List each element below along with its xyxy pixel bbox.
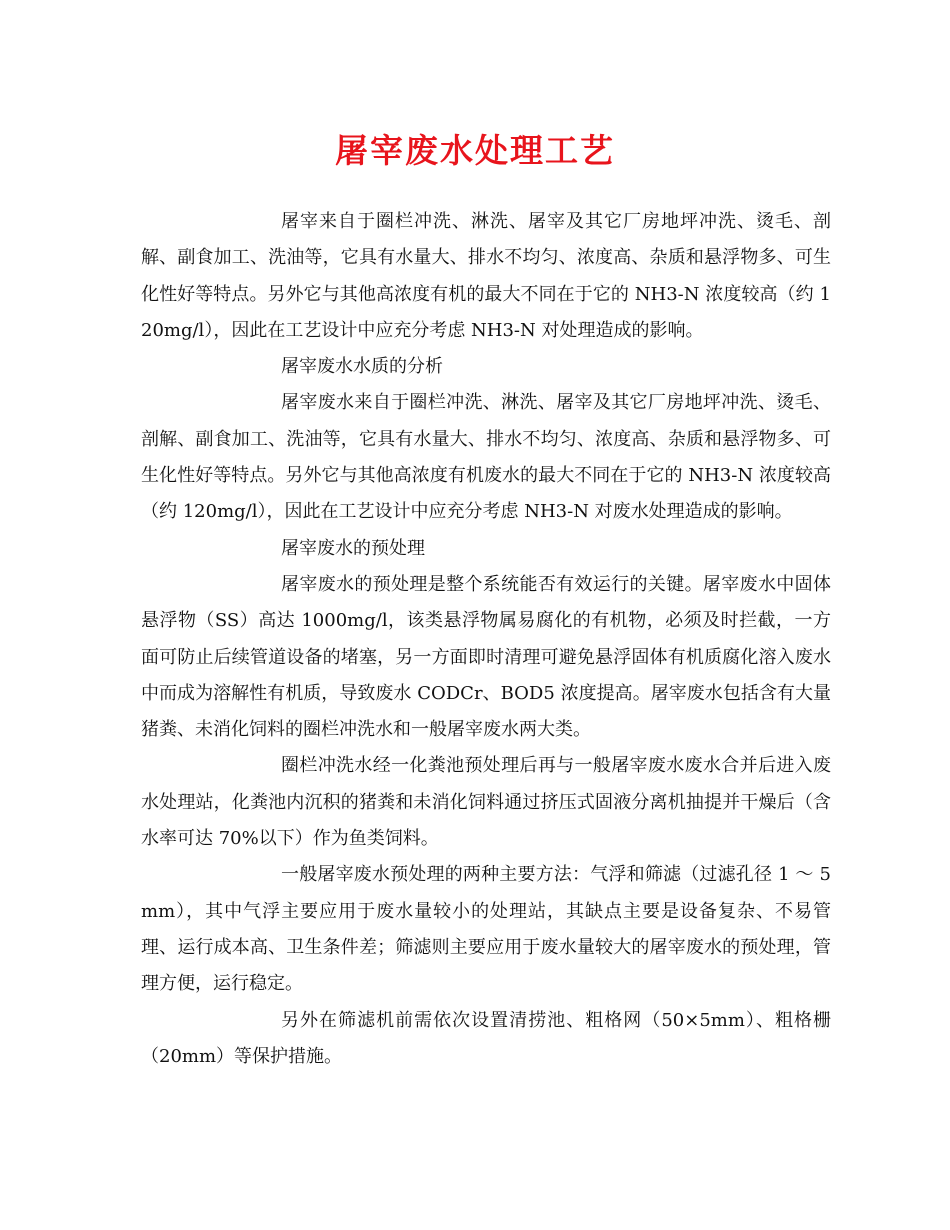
paragraph-methods: 一般屠宰废水预处理的两种主要方法：气浮和筛滤（过滤孔径 1 ～ 5 mm），其中气浮主要应用于废水量较小的处理站，其缺点主要是设备复杂、不易管理、运行成本高、卫生条件差；筛滤则主要应用于废水量较大的屠宰废水的预处理，管理方便，运行稳定。 bbox=[141, 864, 831, 995]
paragraph-intro: 屠宰来自于圈栏冲洗、淋洗、屠宰及其它厂房地坪冲洗、烫毛、剖解、副食加工、洗油等，它具有水量大、排水不均匀、浓度高、杂质和悬浮物多、可生化性好等特点。另外它与其他高浓度有机的最大不同在于它的 NH3-N 浓度较高（约 120mg/l），因此在工艺设计中应充分考虑 NH3-N 对处理造成的影响。 bbox=[141, 211, 831, 341]
section-heading-pretreatment: 屠宰废水的预处理 bbox=[281, 537, 425, 559]
paragraph-pretreatment: 屠宰废水的预处理是整个系统能否有效运行的关键。屠宰废水中固体悬浮物（SS）高达 1000mg/l，该类悬浮物属易腐化的有机物，必须及时拦截，一方面可防止后续管道设备的堵塞，另一方面即时清理可避免悬浮固体有机质腐化溶入废水中而成为溶解性有机质，导致废水 CODCr、BOD5 浓度提高。屠宰废水包括含有大量猪粪、未消化饲料的圈栏冲洗水和一般屠宰废水两大类。 bbox=[141, 573, 831, 741]
paragraph-pen-flushing: 圈栏冲洗水经一化粪池预处理后再与一般屠宰废水废水合并后进入废水处理站，化粪池内沉积的猪粪和未消化饲料通过挤压式固液分离机抽提并干燥后（含水率可达 70%以下）作为鱼类饲料。 bbox=[141, 755, 831, 850]
document-title: 屠宰废水处理工艺 bbox=[335, 131, 615, 170]
section-heading-water-quality: 屠宰废水水质的分析 bbox=[281, 356, 443, 378]
paragraph-water-quality: 屠宰废水来自于圈栏冲洗、淋洗、屠宰及其它厂房地坪冲洗、烫毛、剖解、副食加工、洗油等，它具有水量大、排水不均匀、浓度高、杂质和悬浮物多、可生化性好等特点。另外它与其他高浓度有机废水的最大不同在于它的 NH3-N 浓度较高（约 120mg/l），因此在工艺设计中应充分考虑 NH3-N 对废水处理造成的影响。 bbox=[141, 392, 831, 523]
paragraph-protection: 另外在筛滤机前需依次设置清捞池、粗格网（50×5mm）、粗格栅（20mm）等保护措施。 bbox=[141, 1009, 831, 1067]
document-body bbox=[141, 204, 831, 1075]
